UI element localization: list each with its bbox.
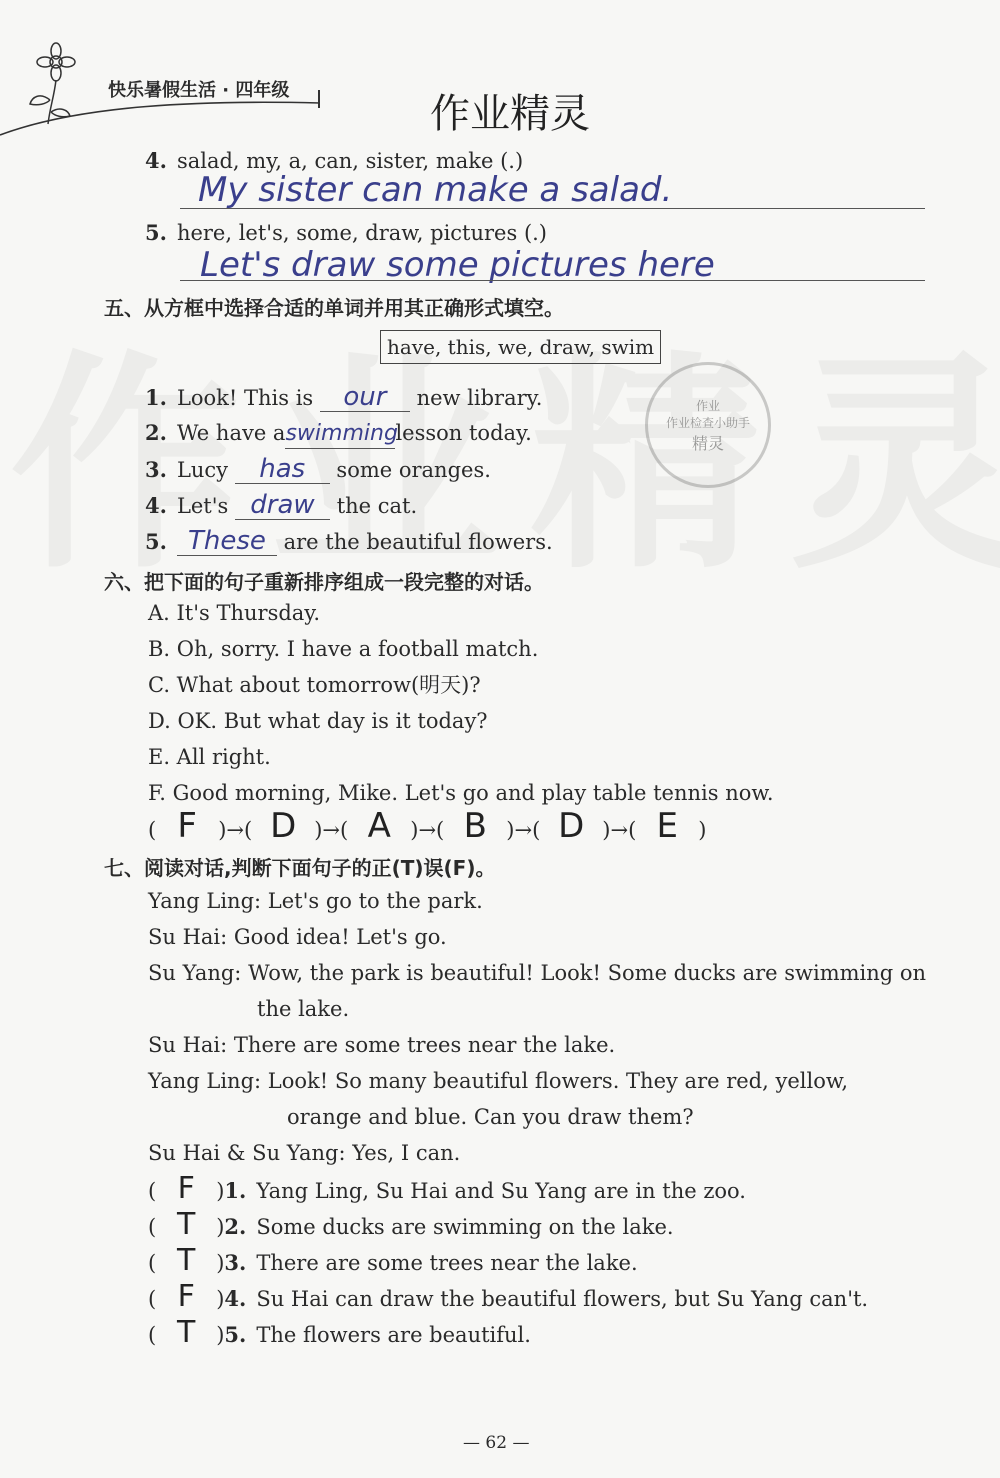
s6-option-e: E. All right. bbox=[148, 745, 271, 769]
header-tick bbox=[318, 90, 320, 108]
dialogue-line-4: Su Hai: There are some trees near the lake. bbox=[148, 1033, 616, 1057]
s6-option-d: D. OK. But what day is it today? bbox=[148, 709, 488, 733]
judgement-4: ( F )4. Su Hai can draw the beautiful flowers, but Su Yang can't. bbox=[148, 1279, 869, 1314]
s6-option-b: B. Oh, sorry. I have a football match. bbox=[148, 637, 539, 661]
s6-option-f: F. Good morning, Mike. Let's go and play table tennis now. bbox=[148, 781, 774, 805]
s6-option-c: C. What about tomorrow(明天)? bbox=[148, 673, 481, 697]
stamp-seal: 作业 作业检查小助手 精灵 bbox=[645, 362, 771, 488]
dialogue-line-3: Su Yang: Wow, the park is beautiful! Look! Some ducks are swimming on bbox=[148, 961, 927, 985]
q4-answer: My sister can make a salad. bbox=[198, 170, 673, 210]
q5-answer: Let's draw some pictures here bbox=[200, 245, 715, 285]
s5-item-5: 5. These are the beautiful flowers. bbox=[145, 526, 553, 556]
dialogue-line-1: Yang Ling: Let's go to the park. bbox=[148, 889, 483, 913]
judgement-1: ( F )1. Yang Ling, Su Hai and Su Yang are in the zoo. bbox=[148, 1171, 746, 1206]
section7-title: 七、阅读对话,判断下面句子的正(T)误(F)。 bbox=[104, 856, 496, 880]
dialogue-line-6: Su Hai & Su Yang: Yes, I can. bbox=[148, 1141, 461, 1165]
q5-answer-line bbox=[180, 280, 925, 281]
dialogue-line-2: Su Hai: Good idea! Let's go. bbox=[148, 925, 447, 949]
header-curve bbox=[0, 95, 340, 140]
s6-order-row: ( F )→( D )→( A )→( B )→( D )→( E ) bbox=[148, 806, 707, 846]
dialogue-line-5: Yang Ling: Look! So many beautiful flowers. They are red, yellow, bbox=[148, 1069, 848, 1093]
s5-item-2: 2. We have aswimminglesson today. bbox=[145, 419, 532, 449]
s5-item-1: 1. Look! This is our new library. bbox=[145, 382, 543, 412]
brand-logo-text: 作业精灵 bbox=[430, 91, 590, 137]
section6-title: 六、把下面的句子重新排序组成一段完整的对话。 bbox=[104, 570, 544, 594]
judgement-2: ( T )2. Some ducks are swimming on the lake. bbox=[148, 1207, 674, 1242]
judgement-3: ( T )3. There are some trees near the lake. bbox=[148, 1243, 638, 1278]
dialogue-line-5-cont: orange and blue. Can you draw them? bbox=[287, 1105, 694, 1129]
dialogue-line-3-cont: the lake. bbox=[257, 997, 350, 1021]
q4-answer-line bbox=[180, 208, 925, 209]
section5-title: 五、从方框中选择合适的单词并用其正确形式填空。 bbox=[104, 296, 564, 320]
book-title: 快乐暑假生活 · 四年级 bbox=[108, 80, 290, 101]
word-box: have, this, we, draw, swim bbox=[380, 330, 661, 364]
q4-prompt: 4. salad, my, a, can, sister, make (.) bbox=[145, 148, 524, 173]
s5-item-4: 4. Let's draw the cat. bbox=[145, 490, 418, 520]
s6-option-a: A. It's Thursday. bbox=[148, 601, 321, 625]
s5-item-3: 3. Lucy has some oranges. bbox=[145, 454, 491, 484]
judgement-5: ( T )5. The flowers are beautiful. bbox=[148, 1315, 531, 1350]
q5-prompt: 5. here, let's, some, draw, pictures (.) bbox=[145, 220, 548, 245]
page-number: — 62 — bbox=[463, 1433, 530, 1453]
